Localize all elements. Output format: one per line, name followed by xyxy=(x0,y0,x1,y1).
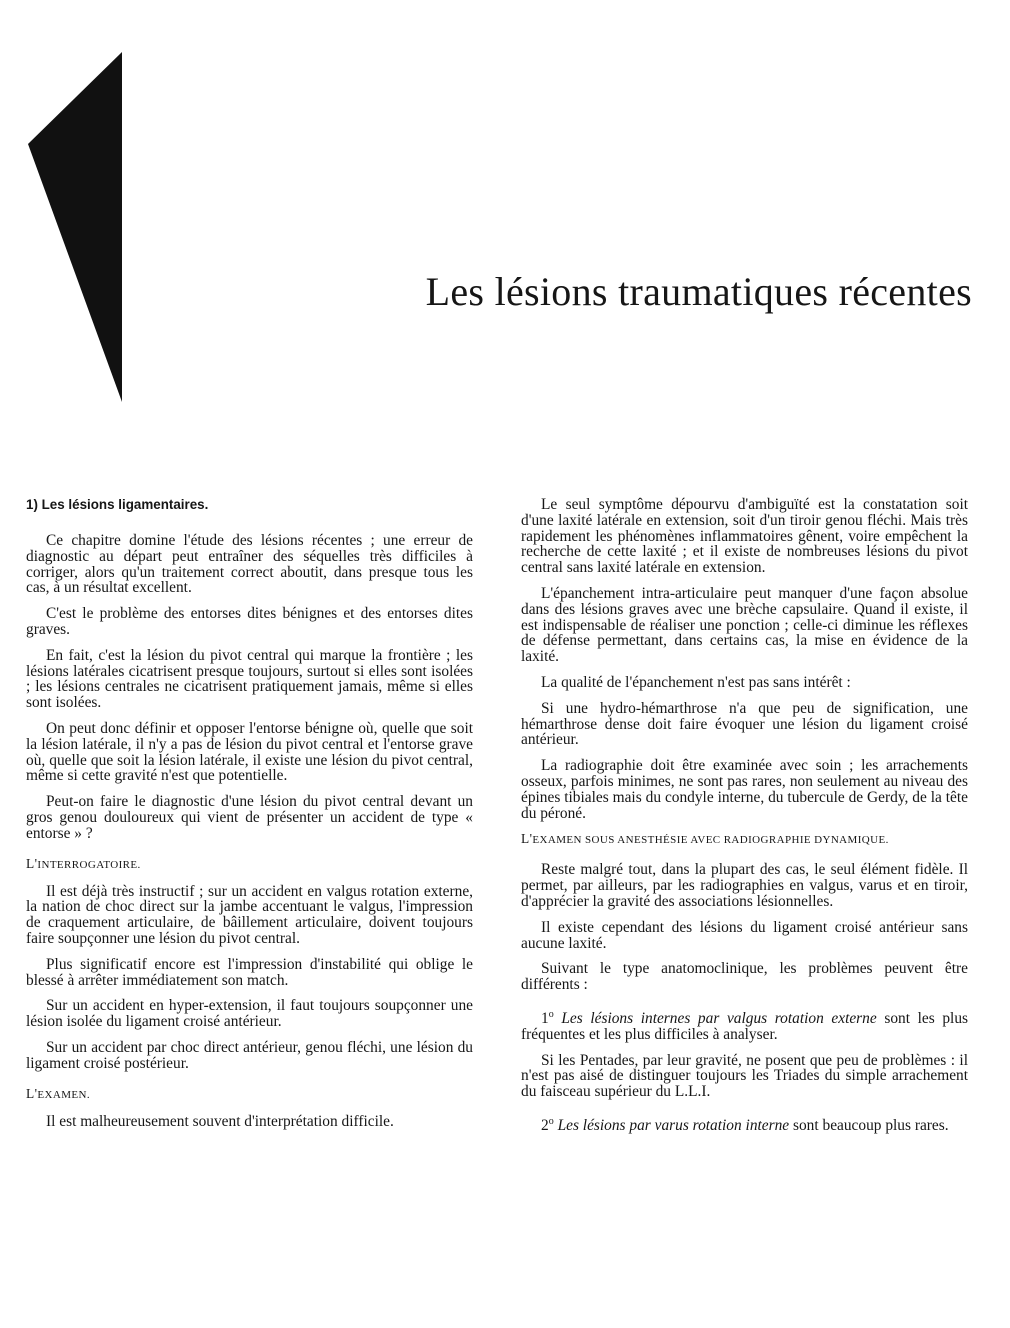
paragraph: Peut-on faire le diagnostic d'une lésion du pivot central devant un gros genou douloureux qui vient de présenter un accident de type « entorse » ? xyxy=(26,793,473,842)
subheading-initial: L' xyxy=(26,1085,38,1101)
paragraph: Suivant le type anatomoclinique, les problèmes peuvent être différents : xyxy=(521,960,968,994)
numbered-item-1 xyxy=(521,1008,969,1043)
subheading-initial: L' xyxy=(26,855,38,871)
decorative-triangle xyxy=(28,52,123,402)
paragraph: La radiographie doit être examinée avec soin ; les arrachements osseux, parfois minimes, ne sont pas rares, non seulement au niveau des épines tibiales mais du condyle interne, du tubercule de Gerdy, de la tête du péroné. xyxy=(521,757,968,822)
item-ordinal: o xyxy=(548,1008,554,1020)
item-ordinal: o xyxy=(548,1115,554,1127)
paragraph: Sur un accident par choc direct antérieur, genou fléchi, une lésion du ligament croisé postérieur. xyxy=(26,1038,473,1072)
subheading-initial: L' xyxy=(521,831,533,847)
subheading-text: EXAMEN. xyxy=(37,1088,91,1101)
item-number: 1 xyxy=(541,1009,549,1027)
page-title: Les lésions traumatiques récentes xyxy=(425,269,972,314)
paragraph: L'épanchement intra-articulaire peut manquer d'une façon absolue dans des lésions graves avec une brèche capsulaire. Quand il existe, il est indispensable de réaliser une ponction ; celle-ci diminue les réflexes de défense permettant, dans certains cas, la mise en évidence de la laxité. xyxy=(521,584,968,666)
paragraph: On peut donc définir et opposer l'entorse bénigne où, quelle que soit la lésion latérale, il n'y a pas de lésion du pivot central et l'entorse grave où, quelle que soit la lésion latérale, il existe une lésion du pivot central, même si cette gravité n'est que potentielle. xyxy=(26,719,473,785)
subheading-examen-anesthesie xyxy=(521,831,968,848)
paragraph: La qualité de l'épanchement n'est pas sans intérêt : xyxy=(541,673,851,691)
paragraph: En fait, c'est la lésion du pivot central qui marque la frontière ; les lésions latérales cicatrisent presque toujours, surtout si elles sont isolées ; les lésions centrales ne cicatrisent pratiquement jamais, même si elles sont isolées. xyxy=(26,646,473,712)
paragraph: Il existe cependant des lésions du ligament croisé antérieur sans aucune laxité. xyxy=(521,918,968,952)
section-heading: 1) Les lésions ligamentaires. xyxy=(26,497,209,512)
paragraph: Il est déjà très instructif ; sur un accident en valgus rotation externe, la nation de choc direct sur la jambe accentuant le valgus, l'impression de craquement articulaire, de bâillement articulaire, doivent toujours faire soupçonner une lésion du pivot central. xyxy=(26,882,473,947)
paragraph: Ce chapitre domine l'étude des lésions récentes ; une erreur de diagnostic au départ peut entraîner des séquelles très difficiles à corriger, alors qu'un traitement correct aboutit, dans presque tous les cas, à un résultat excellent. xyxy=(26,532,473,597)
paragraph: C'est le problème des entorses dites bénignes et des entorses dites graves. xyxy=(26,605,473,638)
subheading-examen xyxy=(26,1086,473,1103)
paragraph: Sur un accident en hyper-extension, il faut toujours soupçonner une lésion isolée du ligament croisé antérieur. xyxy=(26,997,473,1031)
paragraph: Il est malheureusement souvent d'interprétation difficile. xyxy=(46,1112,394,1130)
right-column xyxy=(521,497,968,1144)
paragraph: Reste malgré tout, dans la plupart des cas, le seul élément fidèle. Il permet, par ailleurs, par les radiographies en valgus, varus et en tiroir, d'apprécier la gravité des associations lésionnelles. xyxy=(521,861,968,910)
item-italic-text: Les lésions par varus rotation interne xyxy=(557,1116,790,1134)
paragraph: Le seul symptôme dépourvu d'ambiguïté est la constatation soit d'une laxité latérale en extension, soit d'un tiroir genou fléchi. Mais très rapidement les phénomènes inflammatoires gênent, voire empêchent la recherche de cette laxité ; et il existe de nombreuses lésions du pivot central sans laxité latérale en extension. xyxy=(521,496,968,577)
subheading-text: INTERROGATOIRE. xyxy=(37,858,141,871)
subheading-text: EXAMEN SOUS ANESTHÉSIE AVEC RADIOGRAPHIE DYNAMIQUE. xyxy=(532,834,889,847)
paragraph: Plus significatif encore est l'impression d'instabilité qui oblige le blessé à arrêter immédiatement son match. xyxy=(26,955,473,989)
item-italic-text: Les lésions internes par valgus rotation externe xyxy=(561,1009,877,1027)
item-number: 2 xyxy=(541,1116,549,1134)
left-column xyxy=(26,497,473,1139)
item-text: sont les plus fréquentes et les plus difficiles à analyser. xyxy=(521,1009,969,1043)
item-text: sont beaucoup plus rares. xyxy=(793,1116,949,1134)
paragraph: Si les Pentades, par leur gravité, ne posent que peu de problèmes : il n'est pas aisé de distinguer toujours les Triades du simple arrachement du faisceau supérieur du L.L.I. xyxy=(521,1051,968,1101)
subheading-interrogatoire xyxy=(26,856,473,873)
paragraph: Si une hydro-hémarthrose n'a que peu de signification, une hémarthrose dense doit faire évoquer une lésion du ligament croisé antérieur. xyxy=(521,699,968,749)
numbered-item-2 xyxy=(521,1115,968,1134)
